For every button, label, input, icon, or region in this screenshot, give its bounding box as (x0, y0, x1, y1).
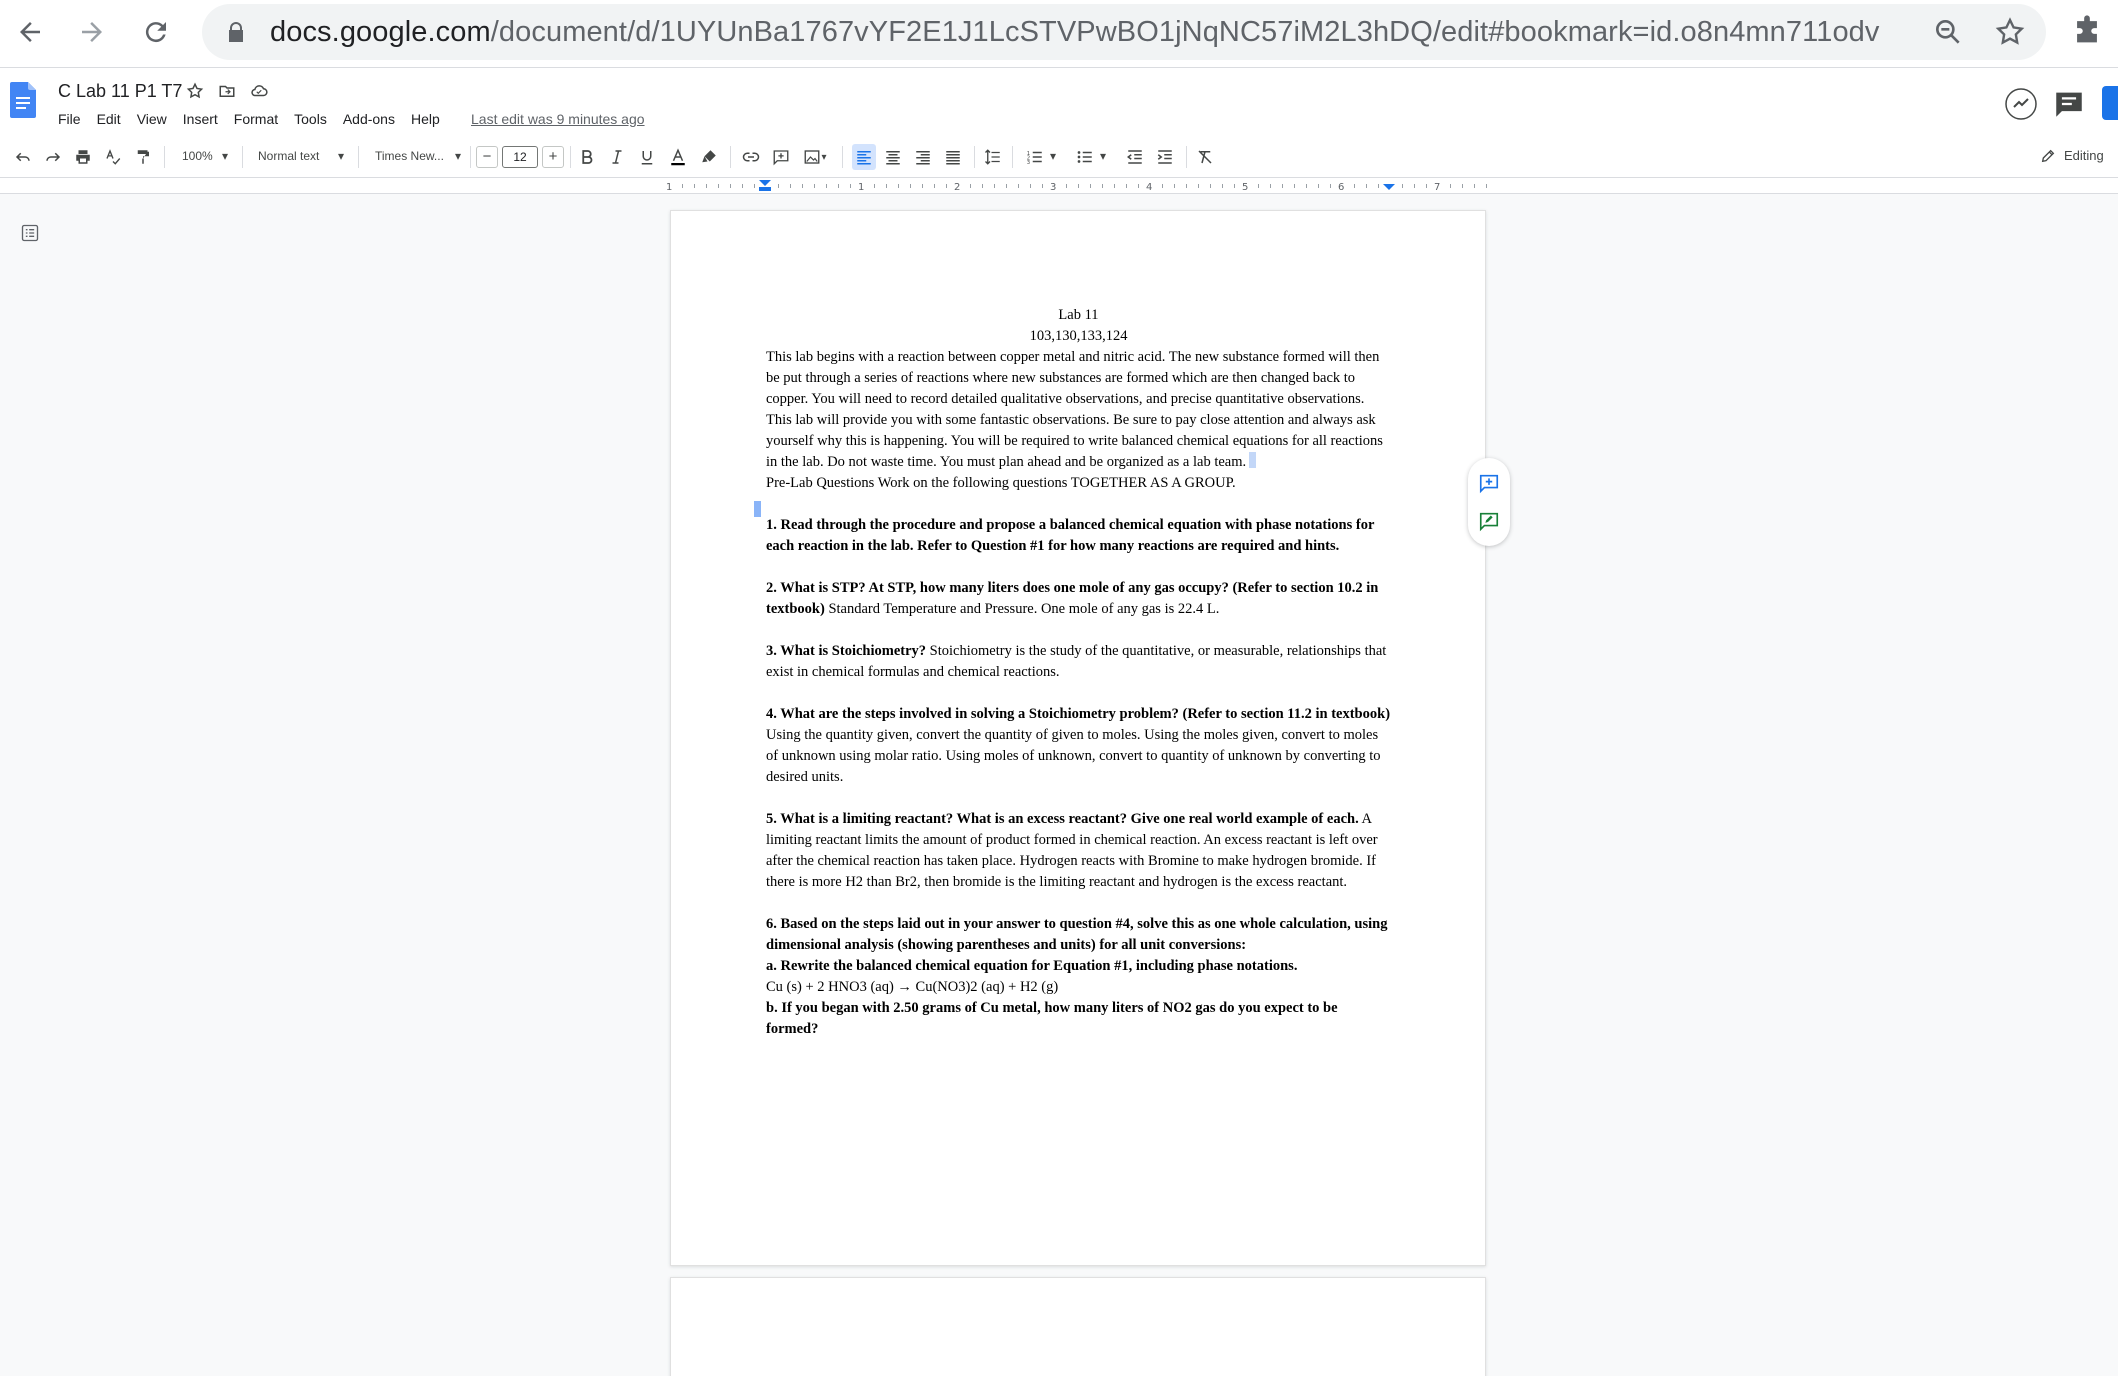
question-6a-text: a. Rewrite the balanced chemical equation for Equation #1, including phase notations. (766, 958, 1298, 974)
question-4-text: 4. What are the steps involved in solving a Stoichiometry problem? (Refer to section 11.2 in textbook) (766, 706, 1391, 722)
toolbar-separator (842, 146, 843, 168)
ruler-tick (718, 184, 719, 188)
editing-mode-button[interactable] (2040, 146, 2104, 166)
increase-font-size-button[interactable]: + (542, 146, 564, 168)
increase-indent-icon (1156, 148, 1174, 166)
last-edit-link[interactable]: Last edit was 9 minutes ago (471, 111, 645, 127)
highlight-color-button[interactable] (698, 146, 720, 168)
menu-add-ons[interactable]: Add-ons (342, 111, 395, 127)
paint-format-button[interactable] (132, 146, 154, 168)
svg-text:1: 1 (1026, 150, 1031, 157)
align-right-icon (914, 148, 932, 166)
question-6 (766, 914, 1391, 956)
lock-icon (224, 20, 248, 44)
toolbar-separator (1012, 146, 1013, 168)
comments-icon[interactable] (2052, 87, 2086, 121)
style-dropdown-arrow[interactable]: ▾ (338, 149, 345, 163)
intro-paragraph (766, 347, 1391, 473)
ruler-label: 4 (1146, 182, 1153, 193)
underline-icon (638, 148, 656, 166)
reload-icon (141, 17, 171, 47)
answer-3-text: Stoichiometry is the study of the quantitative, or measurable, relationships that exist in chemical formulas and chemical reactions. (766, 643, 1387, 680)
menu-tools[interactable]: Tools (294, 111, 327, 127)
editing-mode-label: Editing (2064, 148, 2104, 163)
align-right-button[interactable] (912, 146, 934, 168)
ruler-tick (898, 184, 899, 188)
first-line-indent-marker[interactable] (759, 180, 771, 186)
font-select[interactable]: Times New... (375, 149, 444, 163)
document-page-2[interactable] (670, 1277, 1486, 1376)
text-color-button[interactable] (666, 146, 690, 168)
image-icon (803, 148, 821, 166)
question-6b-text: b. If you began with 2.50 grams of Cu metal, how many liters of NO2 gas do you expect to be formed? (766, 1000, 1338, 1037)
toolbar-separator (730, 146, 731, 168)
doc-heading: Lab 11 (1058, 307, 1099, 323)
menu-insert[interactable]: Insert (182, 111, 218, 127)
ruler-tick (934, 184, 935, 188)
align-left-icon (855, 148, 873, 166)
ruler-label: 5 (1242, 182, 1249, 193)
justify-icon (944, 148, 962, 166)
back-button[interactable] (8, 10, 52, 54)
ruler-tick (814, 184, 815, 188)
add-comment-button[interactable] (770, 146, 792, 168)
right-indent-marker[interactable] (1383, 184, 1395, 190)
undo-icon (14, 148, 32, 166)
font-size-input[interactable]: 12 (502, 146, 538, 168)
ruler-tick (742, 184, 743, 188)
decrease-font-size-button[interactable]: − (476, 146, 498, 168)
ruler-label: 7 (1434, 182, 1441, 193)
prelab-heading: Pre-Lab Questions Work on the following questions TOGETHER AS A GROUP. (766, 475, 1236, 491)
ruler-tick (1486, 184, 1487, 188)
ruler-tick (730, 184, 731, 188)
bulleted-list-button[interactable] (1074, 146, 1096, 168)
add-comment-icon[interactable] (1478, 472, 1500, 494)
bulleted-list-dropdown[interactable]: ▾ (1100, 149, 1107, 163)
zoom-icon[interactable] (1932, 16, 1964, 48)
text-cursor (754, 501, 761, 517)
ruler-tick (1042, 184, 1043, 188)
document-body[interactable] (766, 305, 1391, 1040)
document-title[interactable]: C Lab 11 P1 T7 (58, 81, 183, 101)
numbered-list-dropdown[interactable]: ▾ (1050, 149, 1057, 163)
question-3-text: 3. What is Stoichiometry? (766, 643, 927, 659)
answer-5-text: A limiting reactant limits the amount of product formed in chemical reaction. An excess reactant is left over after the chemical reaction has taken place. Hydrogen reacts with Bromine to make hydrogen bromide. If there is more H2 than Br2, then bromide is the limiting reactant and hydrogen is the excess reactant. (766, 811, 1378, 890)
clear-formatting-icon (1196, 148, 1214, 166)
align-center-button[interactable] (882, 146, 904, 168)
question-6b (766, 998, 1391, 1040)
question-1 (766, 515, 1391, 557)
ruler-tick (1066, 184, 1067, 188)
menu-file[interactable]: File (58, 111, 81, 127)
arrow-left-icon (15, 17, 45, 47)
ruler-tick (1330, 184, 1331, 188)
ruler-tick (1102, 184, 1103, 188)
answer-2-text: Standard Temperature and Pressure. One mole of any gas is 22.4 L. (824, 601, 1220, 617)
ruler-tick (1030, 184, 1031, 188)
ruler-tick (850, 184, 851, 188)
numbered-list-icon (1026, 148, 1044, 166)
highlighter-icon (700, 148, 718, 166)
decrease-indent-button[interactable] (1124, 146, 1146, 168)
svg-text:3: 3 (1026, 159, 1031, 166)
ruler-tick (886, 184, 887, 188)
ruler-tick (970, 184, 971, 188)
font-dropdown-arrow[interactable]: ▾ (455, 149, 462, 163)
menu-help[interactable]: Help (410, 111, 440, 127)
menu-view[interactable]: View (136, 111, 167, 127)
ruler-tick (1414, 184, 1415, 188)
increase-indent-button[interactable] (1154, 146, 1176, 168)
question-6a (766, 956, 1391, 977)
url-text: docs.google.com/document/d/1UYUnBa1767vYF2E1J1LcSTVPwBO1jNqNC57iM2L3hDQ/edit#bookmark=id.o8n4mn711odv (270, 16, 1880, 48)
ruler-tick (874, 184, 875, 188)
question-5 (766, 809, 1391, 893)
ruler-tick (838, 184, 839, 188)
document-outline-icon[interactable] (20, 223, 40, 243)
ruler-label: 6 (1338, 182, 1345, 193)
ruler-tick (790, 184, 791, 188)
ruler-tick (1018, 184, 1019, 188)
redo-icon (44, 148, 62, 166)
zoom-dropdown-arrow[interactable]: ▾ (222, 149, 229, 163)
ruler-tick (1474, 184, 1475, 188)
pencil-icon (2040, 148, 2056, 164)
numbered-list-button[interactable] (1024, 146, 1046, 168)
ruler-tick (1318, 184, 1319, 188)
address-bar[interactable] (202, 4, 2046, 60)
print-icon (74, 148, 92, 166)
bold-icon (578, 148, 596, 166)
question-4 (766, 704, 1391, 788)
extensions-puzzle-icon[interactable] (2070, 14, 2104, 48)
ruler-tick (1354, 184, 1355, 188)
svg-text:2: 2 (1026, 155, 1031, 162)
ruler-tick (754, 184, 755, 188)
ruler-tick (946, 184, 947, 188)
spellcheck-button[interactable] (102, 146, 124, 168)
ruler-tick (982, 184, 983, 188)
bulleted-list-icon (1076, 148, 1094, 166)
style-select[interactable]: Normal text (258, 149, 320, 163)
ruler-tick (1162, 184, 1163, 188)
menu-edit[interactable]: Edit (96, 111, 121, 127)
undo-button[interactable] (12, 146, 34, 168)
ruler-tick (1378, 184, 1379, 188)
ruler-label: 1 (666, 182, 673, 193)
ruler-tick (1138, 184, 1139, 188)
ruler-label: 2 (954, 182, 961, 193)
ruler-tick (826, 184, 827, 188)
ruler-tick (1306, 184, 1307, 188)
ruler-label: 3 (1050, 182, 1057, 193)
ruler-tick (922, 184, 923, 188)
ruler-tick (682, 184, 683, 188)
italic-button[interactable] (606, 146, 628, 168)
ruler-tick (1006, 184, 1007, 188)
answer-4-text: Using the quantity given, convert the quantity of given to moles. Using the moles given, convert to moles of unknown using molar ratio. Using moles of unknown, convert to quantity of unknown by converting to desired units. (766, 727, 1381, 785)
activity-dashboard-icon[interactable] (2004, 87, 2038, 121)
question-2-text: 2. What is STP? At STP, how many liters does one mole of any gas occupy? (Refer to section 10.2 in textbook) (766, 580, 1379, 617)
floating-actions (1468, 458, 1510, 546)
answer-6a: Cu (s) + 2 HNO3 (aq) → Cu(NO3)2 (aq) + H2 (g) (766, 979, 1059, 995)
ruler-tick (1078, 184, 1079, 188)
insert-link-button[interactable] (740, 146, 762, 168)
image-dropdown-arrow: ▾ (821, 151, 827, 163)
clear-formatting-button[interactable] (1194, 146, 1216, 168)
question-3 (766, 641, 1391, 683)
align-left-button[interactable] (853, 146, 875, 168)
ruler-tick (1450, 184, 1451, 188)
ruler-tick (1126, 184, 1127, 188)
ruler-tick (802, 184, 803, 188)
bold-button[interactable] (576, 146, 598, 168)
toolbar-separator (242, 146, 243, 168)
ruler-tick (1210, 184, 1211, 188)
ruler-tick (1426, 184, 1427, 188)
cloud-saved-icon[interactable] (250, 82, 268, 100)
ruler-tick (1402, 184, 1403, 188)
add-comment-icon (772, 148, 790, 166)
justify-button[interactable] (942, 146, 964, 168)
toolbar-separator (1186, 146, 1187, 168)
left-indent-marker[interactable] (759, 187, 771, 191)
ruler-tick (1090, 184, 1091, 188)
ruler-label: 1 (858, 182, 865, 193)
ruler-tick (1222, 184, 1223, 188)
ruler-tick (1234, 184, 1235, 188)
ruler-tick (1294, 184, 1295, 188)
ruler-tick (1114, 184, 1115, 188)
ruler-tick (1462, 184, 1463, 188)
line-spacing-button[interactable] (982, 146, 1004, 168)
menu-format[interactable]: Format (233, 111, 279, 127)
underline-button[interactable] (636, 146, 658, 168)
line-spacing-icon (984, 148, 1002, 166)
star-icon[interactable] (186, 82, 204, 100)
toolbar-separator (570, 146, 571, 168)
zoom-select[interactable]: 100% (182, 149, 213, 163)
reload-button[interactable] (134, 10, 178, 54)
forward-button[interactable] (70, 10, 114, 54)
print-button[interactable] (72, 146, 94, 168)
question-1-text: 1. Read through the procedure and propose a balanced chemical equation with phase notations for each reaction in the lab. Refer to Question #1 for how many reactions are required and hints. (766, 517, 1375, 554)
spellcheck-icon (104, 148, 122, 166)
text-color-icon (669, 148, 687, 166)
link-icon (742, 148, 760, 166)
toolbar-separator (974, 146, 975, 168)
doc-subheading: 103,130,133,124 (1029, 328, 1128, 344)
docs-logo-icon[interactable] (10, 82, 36, 118)
question-2 (766, 578, 1391, 620)
ruler-tick (910, 184, 911, 188)
toolbar-separator (164, 146, 165, 168)
bookmark-star-icon[interactable] (1994, 16, 2026, 48)
toolbar-separator (358, 146, 359, 168)
selection-highlight (1249, 452, 1256, 468)
intro-text: This lab begins with a reaction between copper metal and nitric acid. The new substance formed will then be put through a series of reactions where new substances are formed which are then changed back to copper. You will need to record detailed qualitative observations, and precise quantitative observations. This lab will provide you with some fantastic observations. Be sure to pay close attention and always ask yourself why this is happening. You will be required to write balanced chemical equations for all reactions in the lab. Do not waste time. You must plan ahead and be organized as a lab team. (766, 349, 1383, 470)
insert-image-button[interactable] (800, 146, 830, 168)
align-center-icon (884, 148, 902, 166)
ruler-tick (694, 184, 695, 188)
toolbar-separator (470, 146, 471, 168)
move-folder-icon[interactable] (218, 82, 236, 100)
ruler-tick (1174, 184, 1175, 188)
ruler-tick (1186, 184, 1187, 188)
arrow-right-icon (77, 17, 107, 47)
share-button[interactable] (2102, 86, 2118, 120)
italic-icon (608, 148, 626, 166)
ruler-tick (1366, 184, 1367, 188)
suggest-edits-icon[interactable] (1478, 510, 1500, 532)
ruler-tick (1282, 184, 1283, 188)
ruler-tick (778, 184, 779, 188)
ruler-tick (1198, 184, 1199, 188)
ruler-tick (1270, 184, 1271, 188)
ruler-tick (994, 184, 995, 188)
redo-button[interactable] (42, 146, 64, 168)
question-5-text: 5. What is a limiting reactant? What is an excess reactant? Give one real world example of each. (766, 811, 1359, 827)
menu-bar (58, 109, 456, 129)
question-6-text: 6. Based on the steps laid out in your answer to question #4, solve this as one whole calculation, using dimensional analysis (showing parentheses and units) for all unit conversions: (766, 916, 1388, 953)
ruler-tick (706, 184, 707, 188)
paint-roller-icon (134, 148, 152, 166)
decrease-indent-icon (1126, 148, 1144, 166)
ruler-marks (0, 178, 2118, 194)
ruler-tick (1258, 184, 1259, 188)
